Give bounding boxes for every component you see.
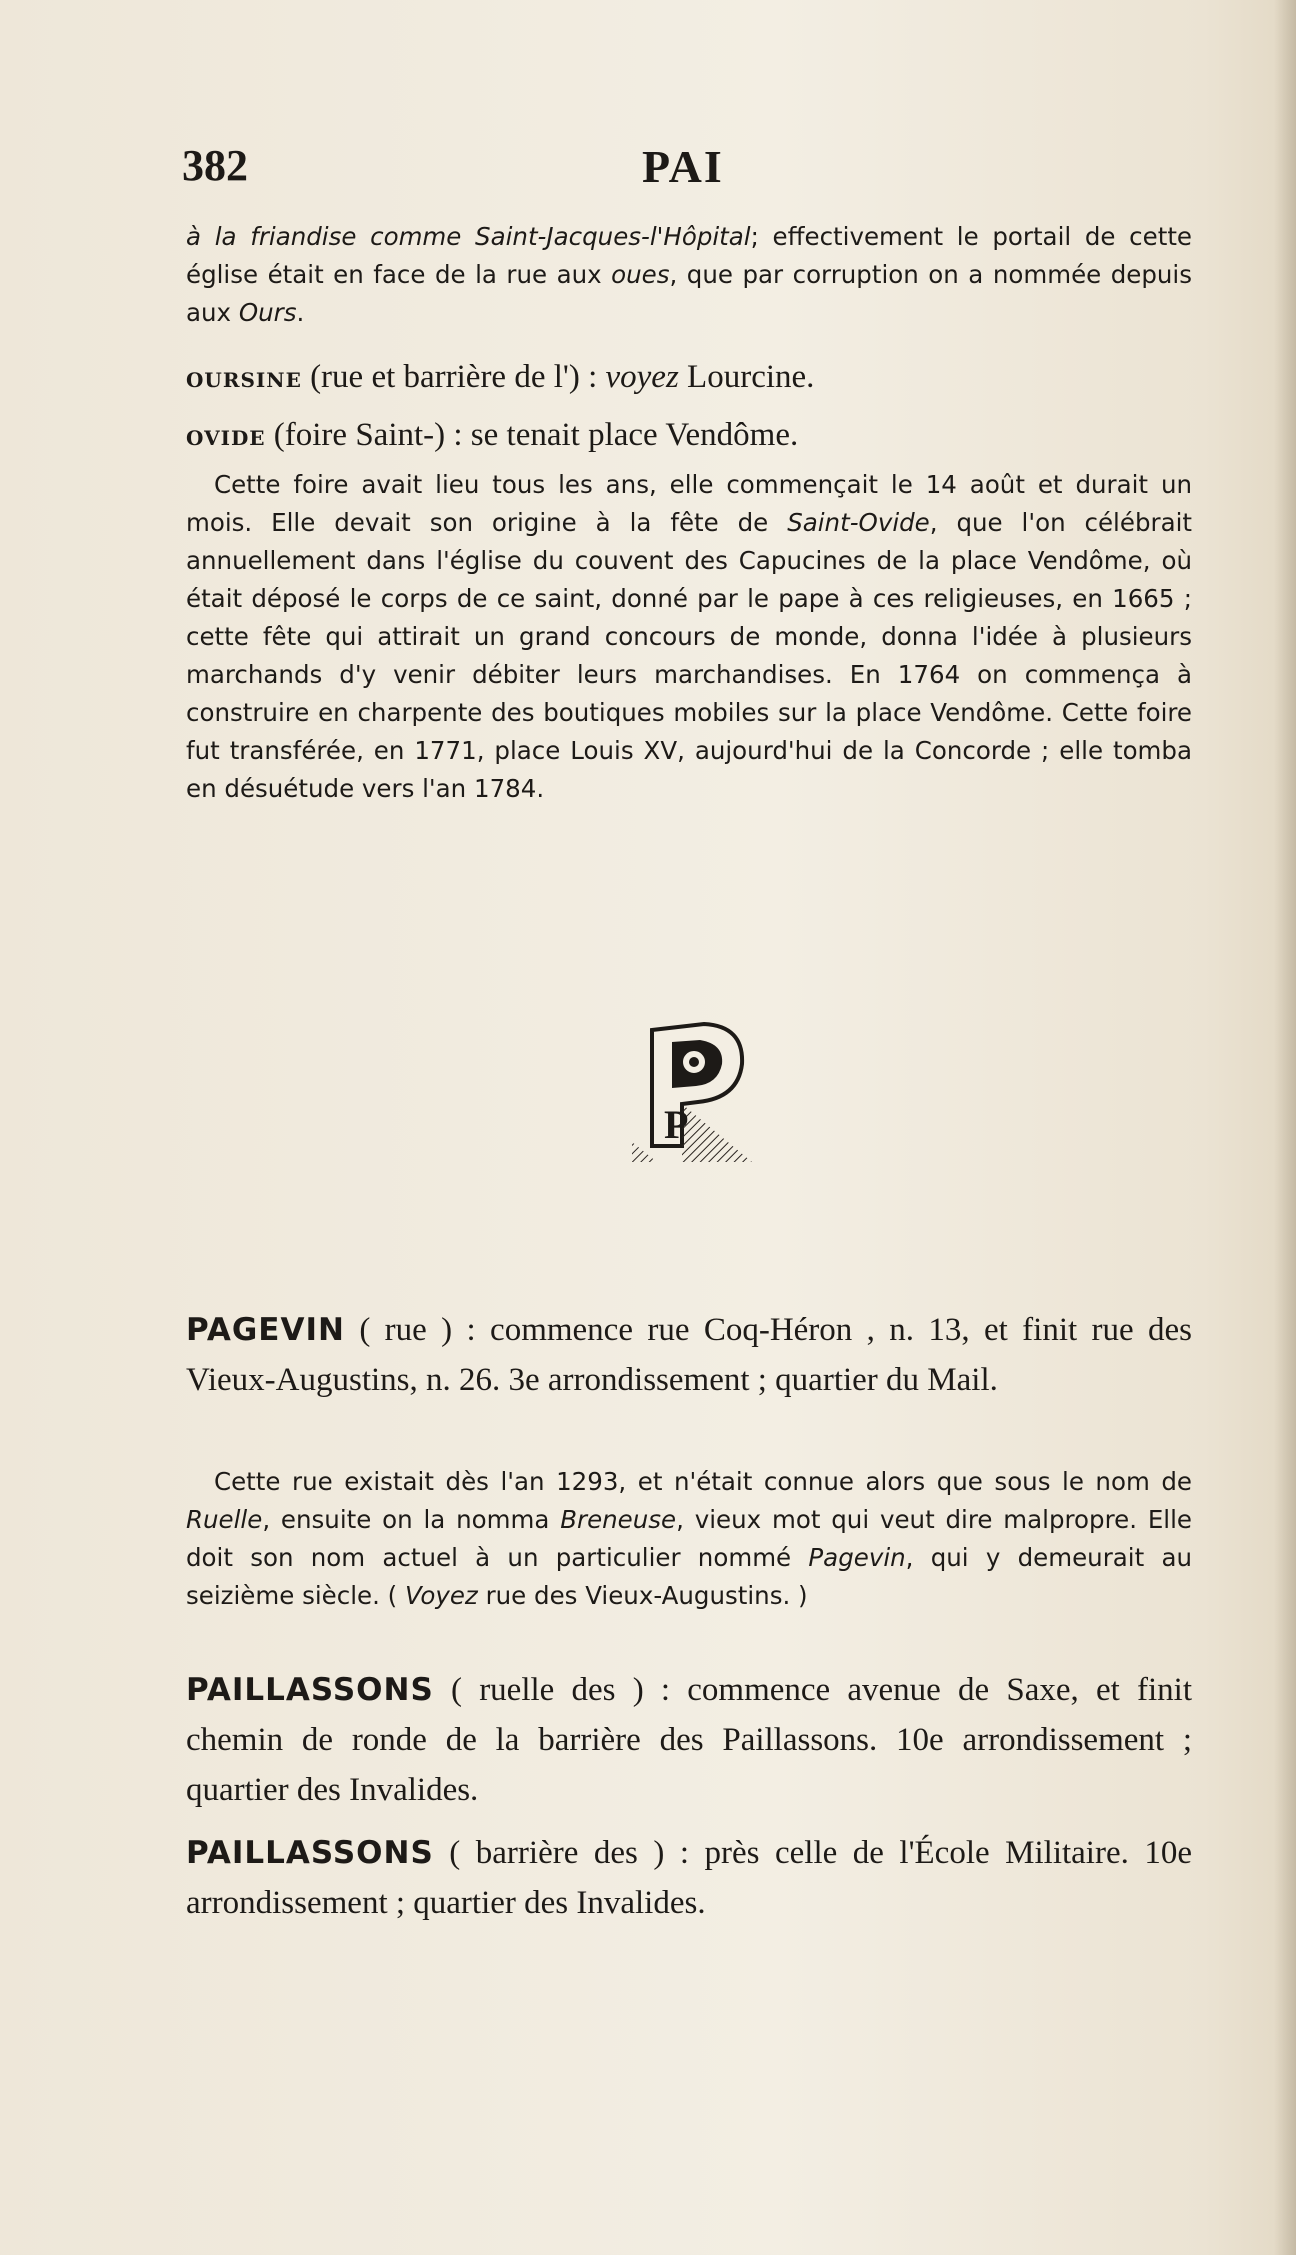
entry-paillassons-barriere — [186, 1828, 1192, 1928]
paillassons-barriere-heading: PAILLASSONS ( barrière des ) : près celle de l'École Militaire. 10e arrondissement ; quartier des Invalides. — [186, 1835, 1192, 1921]
running-head: PAI — [642, 141, 724, 192]
italic-span: à la friandise comme Saint-Jacques-l'Hôpital — [186, 222, 751, 251]
entry-keyword: oursine — [186, 360, 302, 394]
paillassons-ruelle-heading: PAILLASSONS ( ruelle des ) : commence avenue de Saxe, et finit chemin de ronde de la barrière des Paillassons. 10e arrondissement ; quartier des Invalides. — [186, 1672, 1192, 1808]
page-header — [182, 140, 1192, 200]
pagevin-text: Cette rue existait dès l'an 1293, et n'était connue alors que sous le nom de Ruelle, ensuite on la nomma Breneuse, vieux mot qui veut dire malpropre. Elle doit son nom actuel à un particulier nommé Pagevin, qui y demeurait au seizième siècle. ( Voyez rue des Vieux-Augustins. ) — [186, 1467, 1192, 1610]
entry-keyword: PAGEVIN — [186, 1312, 345, 1348]
entry-keyword: ovide — [186, 418, 266, 452]
ovide-text: Cette foire avait lieu tous les ans, elle commençait le 14 août et durait un mois. Elle devait son origine à la fête de Saint-Ovide, que l'on célébrait annuellement dans l'église du couvent des Capucines de la place Vendôme, où était déposé le corps de ce saint, donné par le pape à ces religieuses, en 1665 ; cette fête qui attirait un grand concours de monde, donna l'idée à plusieurs marchands d'y venir débiter leurs marchandises. En 1764 on commença à construire en charpente des boutiques mobiles sur la place Vendôme. Cette foire fut transférée, en 1771, place Louis XV, aujourd'hui de la Concorde ; elle tomba en désuétude vers l'an 1784. — [186, 470, 1192, 803]
entry-keyword: PAILLASSONS — [186, 1672, 434, 1708]
entry-pagevin — [186, 1305, 1192, 1405]
entry-paillassons-ruelle — [186, 1665, 1192, 1815]
continuation-text: à la friandise comme Saint-Jacques-l'Hôpital; effectivement le portail de cette église était en face de la rue aux oues, que par corruption on a nommée depuis aux Ours. — [186, 222, 1192, 327]
pagevin-heading: PAGEVIN ( rue ) : commence rue Coq-Héron , n. 13, et finit rue des Vieux-Augustins, n. 26. 3e arrondissement ; quartier du Mail. — [186, 1312, 1192, 1398]
page-edge-shadow — [1274, 0, 1296, 2255]
ornament-letter: P — [664, 1102, 689, 1147]
page-number: 382 — [182, 141, 248, 190]
ornamental-letter-p — [612, 1012, 762, 1162]
continuation-paragraph — [186, 218, 1192, 332]
entry-oursine: oursine (rue et barrière de l') : voyez Lourcine. — [186, 359, 815, 395]
entry-keyword: PAILLASSONS — [186, 1835, 434, 1871]
ovide-paragraph — [186, 466, 1192, 808]
pagevin-paragraph — [186, 1463, 1192, 1615]
entry-ovide: ovide (foire Saint-) : se tenait place Vendôme. — [186, 417, 799, 453]
